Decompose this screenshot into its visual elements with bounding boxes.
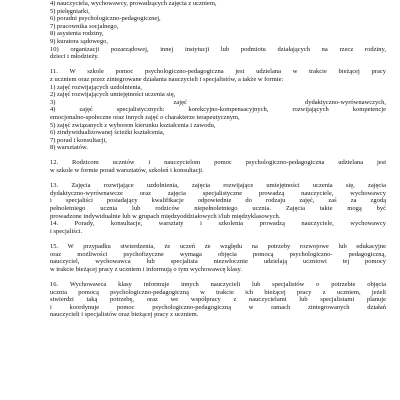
text-line: 14. Porady, konsultacje, warsztaty i szkolenia prowadzą nauczyciele, wychowawcy [50, 220, 386, 228]
text-line: emocjonalno-społeczne oraz innych zajęć o charakterze terapeutycznym, [50, 113, 240, 121]
text-line: 4) nauczyciela, wychowawcy, prowadzących zajęcia z uczniem, [50, 0, 217, 7]
text-line: w szkole w formie porad warsztatów, szkoleń i konsultacji. [50, 167, 204, 175]
paragraph-gap [50, 152, 386, 160]
text-line: 3) zajęć dydaktyczno-wyrównawczych, [50, 98, 386, 106]
text-line: 5) zajęć związanych z wyborem kierunku kształcenia i zawodu, [50, 121, 216, 129]
text-line: z uczniem oraz przez zintegrowane działania nauczycieli i specjalistów, a także w formie: [50, 75, 284, 83]
paragraph-gap [50, 175, 386, 183]
text-line: ucznia pomocą psychologiczno-pedagogiczną w trakcie ich bieżącej pracy z uczniem, jeżeli [50, 288, 386, 296]
text-line: 8) warsztatów. [50, 144, 88, 152]
text-line: 6) poradni psychologiczno-pedagogicznej, [50, 15, 161, 23]
text-line: dzieci i młodzieży. [50, 53, 99, 61]
paragraph-gap [50, 61, 386, 69]
text-line: w trakcie bieżącej pracy z uczniem i informują o tym wychowawcę klasy. [50, 265, 242, 273]
text-line: 4) zajęć specjalistycznych: korekcyjno-kompensacyjnych, rozwijających kompetencje [50, 106, 386, 114]
text-line: nauczycieli i specjalistów oraz bieżącej pracy z uczniem. [50, 311, 199, 319]
text-line: oraz możliwości psychofizyczne wymaga objęcia pomocą psychologiczno- pedagogiczną, [50, 250, 386, 258]
text-line: 2) zajęć rozwijających umiejętności uczenia się, [50, 91, 176, 99]
text-line: 11. W szkole pomoc psychologiczno-pedagogiczna jest udzielana w trakcie bieżącej pracy [50, 68, 386, 76]
text-line: 16. Wychowawca klasy informuje innych nauczycieli lub specjalistów o potrzebie objęcia [50, 280, 386, 288]
text-line: nauczyciel, wychowawca lub specjalista niezwłocznie udzielają uczniowi tej pomocy [50, 258, 386, 266]
text-line: 6) zindywidualizowanej ścieżki kształcenia, [50, 129, 165, 137]
text-line: dydaktyczno-wyrównawcze oraz zajęcia specjalistyczne prowadzą nauczyciele, wychowawcy [50, 189, 386, 197]
text-line: pełnoletniego ucznia lub rodziców niepełnoletniego ucznia. Zajęcia takie mogą być [50, 205, 386, 213]
text-line: 10) organizacji pozarządowej, innej instytucji lub podmiotu działających na rzecz rodziny, [50, 45, 386, 53]
text-line: 12. Rodzicom uczniów i nauczycielom pomoc psychologiczno-pedagogiczna udzielana jest [50, 159, 386, 167]
paragraph-gap [50, 235, 386, 243]
text-line: 15. W przypadku stwierdzenia, że uczeń ze względu na potrzeby rozwojowe lub edukacyjne [50, 243, 386, 250]
text-line: 1) zajęć rozwijających uzdolnienia, [50, 83, 143, 91]
text-line: i koordynuje pomoc psychologiczno-pedagogiczną w ramach zintegrowanych działań [50, 303, 386, 311]
text-line: 5) pielęgniarki, [50, 7, 90, 15]
paragraph-gap [50, 273, 386, 281]
text-line: i specjaliści posiadający kwalifikacje odpowiednie do rodzaju zajęć, zaś za zgodą [50, 197, 386, 205]
text-line: 9) kuratora sądowego, [50, 37, 108, 45]
text-line: stwierdzi taką potrzebę, oraz we współpracy z nauczycielami lub specjalistami planuje [50, 296, 386, 304]
text-line: i specjaliści. [50, 227, 83, 235]
text-line: prowadzone indywidualnie lub w grupach międzyoddziałowych i/lub międzyklasowych. [50, 212, 281, 220]
text-line: 13. Zajęcia rozwijające uzdolnienia, zajęcia rozwijające umiejętności uczenia się, zajęcia [50, 182, 386, 190]
text-line: 7) porad i konsultacji, [50, 136, 108, 144]
text-line: 8) asystenta rodziny, [50, 30, 104, 38]
text-line: 7) pracownika socjalnego, [50, 22, 119, 30]
